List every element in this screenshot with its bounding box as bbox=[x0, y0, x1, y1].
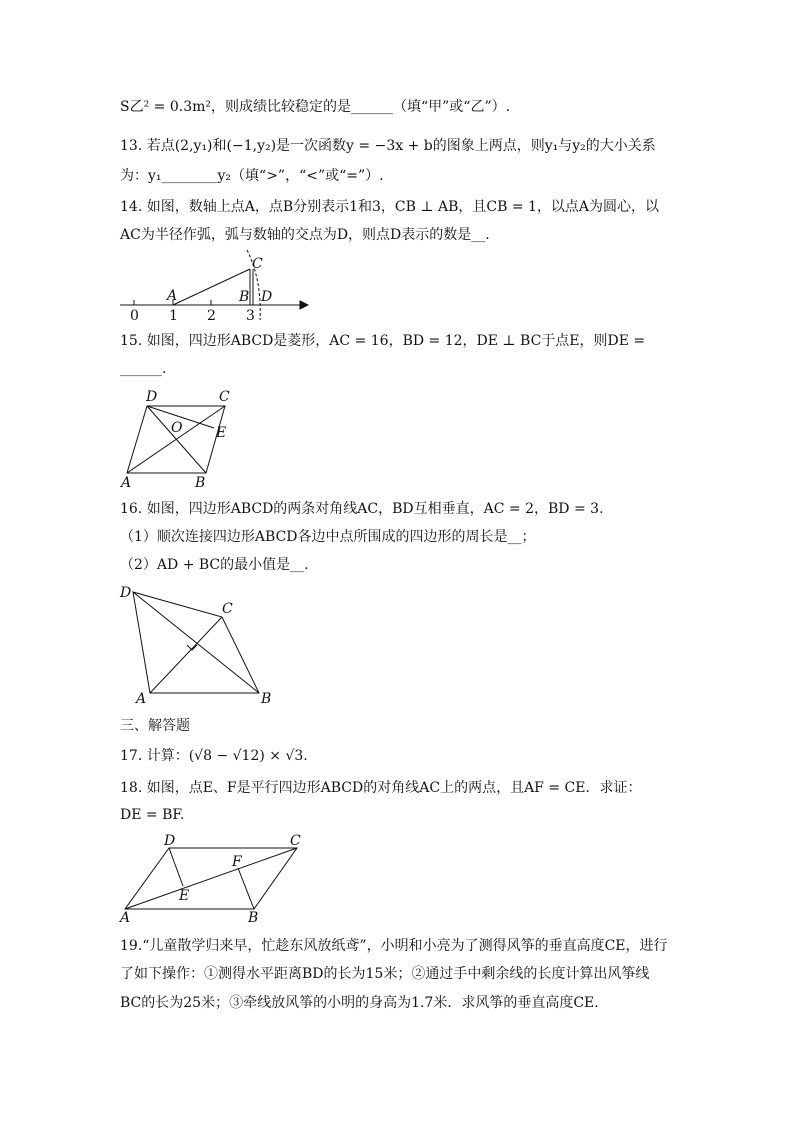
label-B: B bbox=[239, 289, 250, 305]
q13-line-2: 为：y₁________y₂（填“>”，“<”或“=”）. bbox=[120, 168, 384, 184]
label-D: D bbox=[146, 389, 158, 405]
diagonal-ac bbox=[125, 848, 297, 909]
label-A: A bbox=[136, 691, 147, 707]
label-E: E bbox=[216, 425, 227, 441]
q17-line: 17. 计算：(√8 − √12) × √3. bbox=[120, 748, 308, 764]
label-B: B bbox=[261, 691, 272, 707]
q18-line-1: 18. 如图，点E、F是平行四边形ABCD的对角线AC上的两点，且AF = CE．求证： bbox=[120, 780, 642, 796]
label-B: B bbox=[195, 475, 206, 491]
label-O: O bbox=[171, 420, 183, 436]
q12-tail: S乙² = 0.3m²，则成绩比较稳定的是______（填“甲”或“乙”）. bbox=[120, 99, 511, 115]
q19-line-1: 19.“儿童散学归来早，忙趁东风放纸鸢”，小明和小亮为了测得风筝的垂直高度CE，进行 bbox=[120, 938, 668, 954]
q16-line-2: （1）顺次连接四边形ABCD各边中点所围成的四边形的周长是__； bbox=[120, 529, 536, 545]
q14-line-2: AC为半径作弧，弧与数轴的交点为D，则点D表示的数是__. bbox=[120, 227, 490, 243]
label-C: C bbox=[222, 601, 233, 617]
tick-label-2: 2 bbox=[207, 308, 216, 324]
segment-bf bbox=[238, 868, 254, 909]
q14-line-1: 14. 如图，数轴上点A，点B分别表示1和3，CB ⊥ AB，且CB = 1，以点A为圆心，以 bbox=[120, 199, 660, 215]
q19-line-2: 了如下操作：①测得水平距离BD的长为15米；②通过手中剩余线的长度计算出风筝线 bbox=[120, 966, 650, 982]
label-D: D bbox=[261, 289, 273, 305]
q16-line-1: 16. 如图，四边形ABCD的两条对角线AC，BD互相垂直，AC = 2，BD = 3. bbox=[120, 501, 604, 517]
q18-line-2: DE = BF. bbox=[120, 807, 185, 823]
label-B: B bbox=[248, 910, 259, 926]
q15-line-1: 15. 如图，四边形ABCD是菱形，AC = 16，BD = 12，DE ⊥ BC于点E，则DE = bbox=[120, 333, 646, 349]
segment-de bbox=[169, 848, 183, 886]
tick-label-1: 1 bbox=[169, 308, 178, 324]
label-D: D bbox=[120, 585, 132, 601]
label-F: F bbox=[232, 854, 242, 870]
label-A: A bbox=[167, 288, 178, 304]
tick-label-3: 3 bbox=[246, 308, 255, 324]
tick-label-0: 0 bbox=[130, 308, 139, 324]
q15-line-2: ______. bbox=[120, 361, 167, 377]
label-C: C bbox=[252, 256, 263, 272]
label-A: A bbox=[120, 910, 131, 926]
label-D: D bbox=[164, 833, 176, 849]
label-C: C bbox=[290, 833, 301, 849]
q13-line-1: 13. 若点(2,y₁)和(−1,y₂)是一次函数y = −3x + b的图象上两点，则y₁与y₂的大小关系 bbox=[120, 138, 656, 154]
label-A: A bbox=[121, 475, 132, 491]
q19-line-3: BC的长为25米；③牵线放风筝的小明的身高为1.7米．求风筝的垂直高度CE. bbox=[120, 995, 599, 1011]
label-E: E bbox=[179, 888, 190, 904]
section-title-answers: 三、解答题 bbox=[120, 718, 190, 734]
label-C: C bbox=[219, 389, 230, 405]
q16-line-3: （2）AD + BC的最小值是__. bbox=[120, 557, 309, 573]
